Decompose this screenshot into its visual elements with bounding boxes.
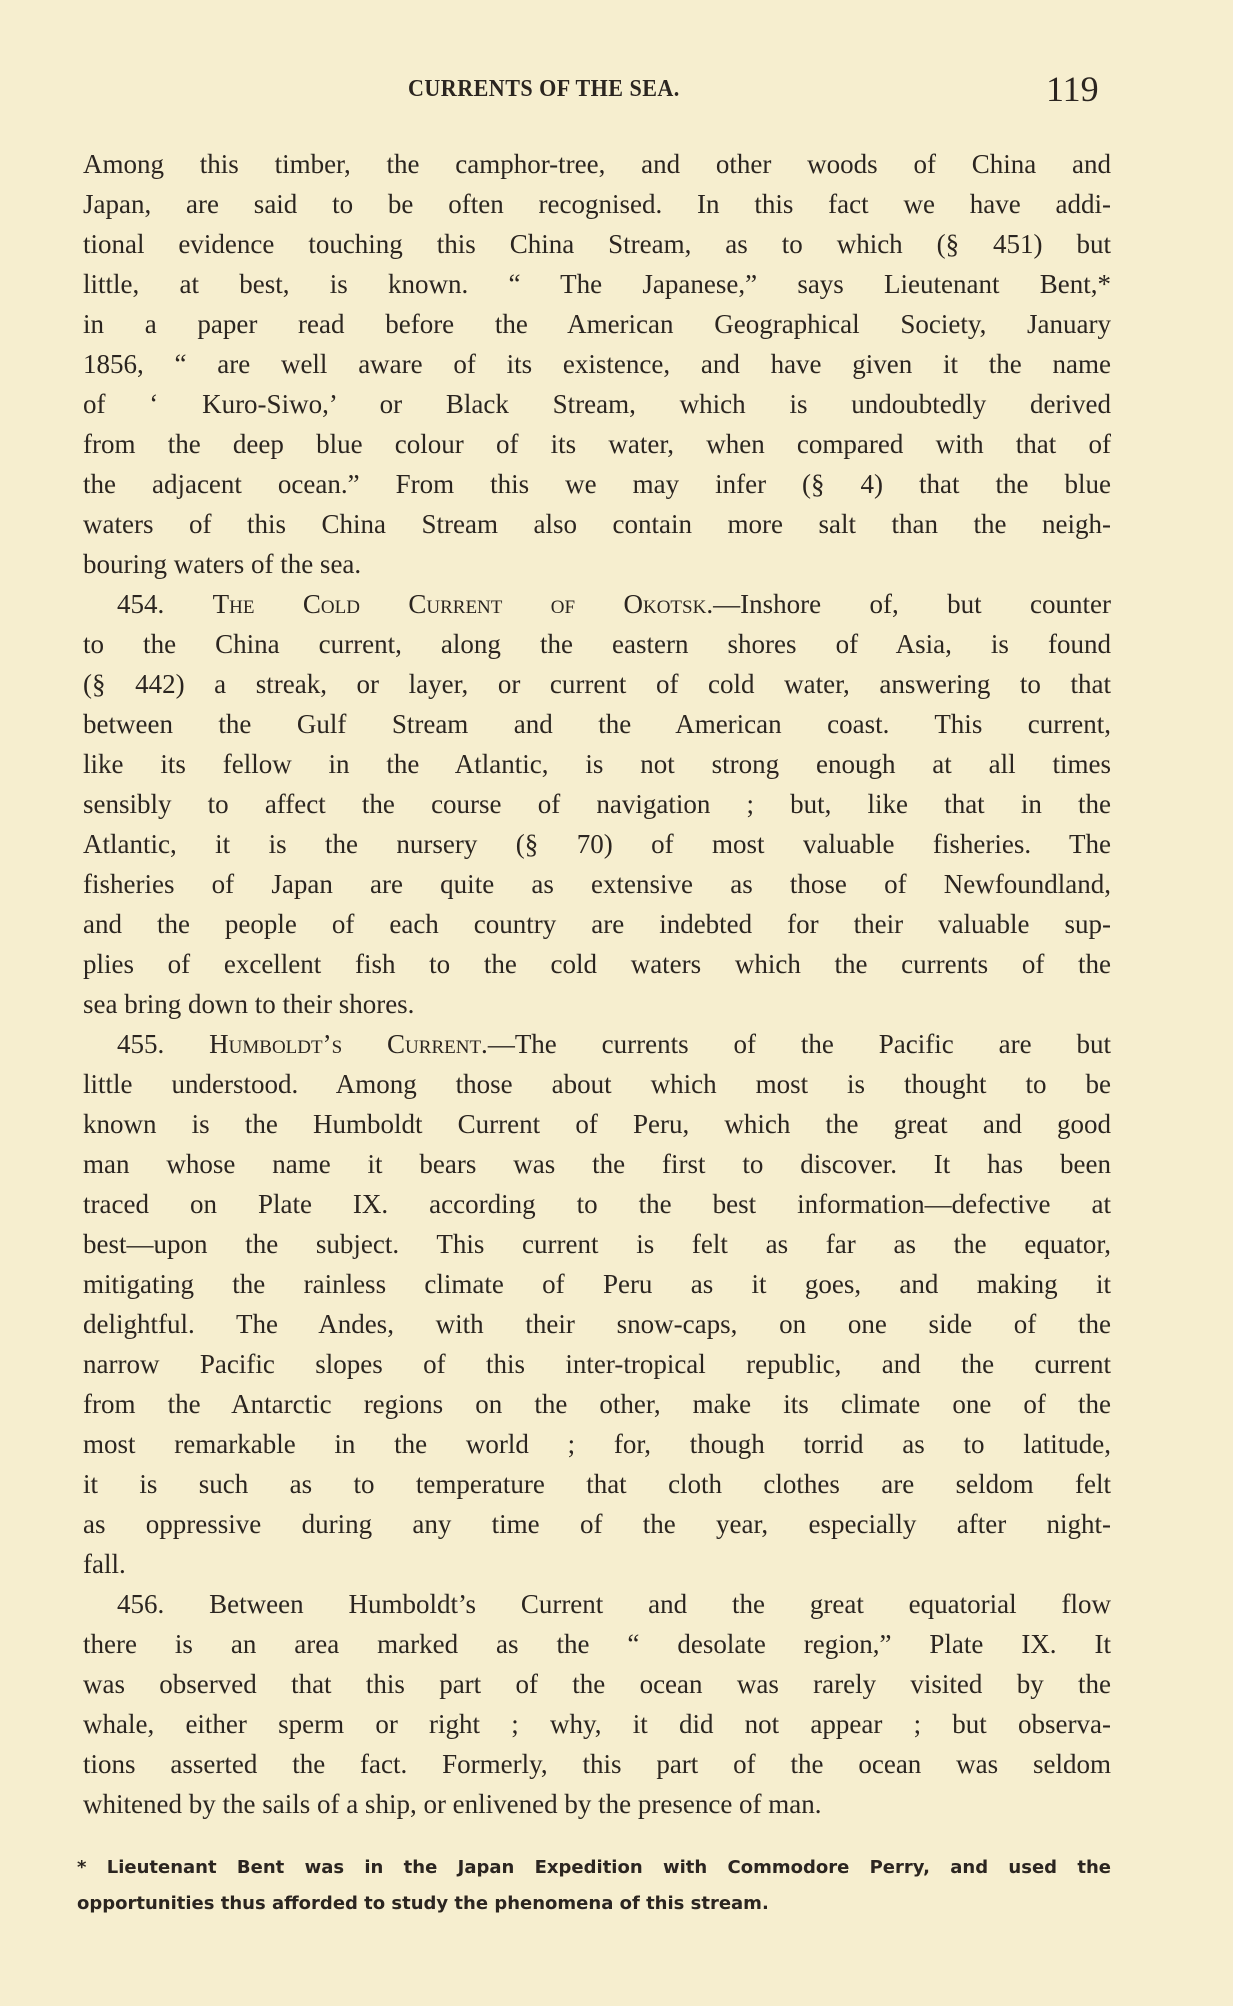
text-line [83, 1304, 1111, 1344]
text-line [83, 744, 1111, 784]
text-line [83, 704, 1111, 744]
body-text [83, 144, 1111, 1824]
text-segment: from the deep blue colour of its water, when compared with that of [83, 429, 1111, 459]
text-segment: fall. [83, 1549, 126, 1579]
footnote [77, 1850, 1111, 1922]
text-line [83, 1504, 1111, 1544]
running-header [0, 68, 1233, 112]
text-segment: and the people of each country are indebted for their valuable sup- [83, 909, 1111, 939]
text-line [83, 544, 1111, 584]
text-line [83, 304, 1111, 344]
text-segment: tions asserted the fact. Formerly, this part of the ocean was seldom [83, 1749, 1111, 1779]
text-segment: 1856, “ are well aware of its existence, and have given it the name [83, 349, 1111, 379]
text-segment: mitigating the rainless climate of Peru as it goes, and making it [83, 1269, 1111, 1299]
text-line [83, 1024, 1111, 1064]
text-segment: whale, either sperm or right ; why, it did not appear ; but observa- [83, 1709, 1111, 1739]
text-segment: sensibly to affect the course of navigation ; but, like that in the [83, 789, 1111, 819]
page-number: 119 [1046, 69, 1099, 109]
text-segment: traced on Plate IX. according to the best information—defective at [83, 1189, 1111, 1219]
text-line [83, 184, 1111, 224]
text-line [83, 664, 1111, 704]
text-segment: Among this timber, the camphor-tree, and other woods of China and [83, 149, 1111, 179]
running-title: CURRENTS OF THE SEA. [408, 76, 680, 102]
text-line [83, 1544, 1111, 1584]
text-line [83, 424, 1111, 464]
text-segment: —The currents of the Pacific are but [487, 1029, 1112, 1059]
text-segment: bouring waters of the sea. [83, 549, 362, 579]
text-segment: tional evidence touching this China Stream, as to which (§ 451) but [83, 229, 1111, 259]
text-segment: —Inshore of, but counter [713, 589, 1112, 619]
text-line [83, 1384, 1111, 1424]
text-line [83, 784, 1111, 824]
text-line [83, 504, 1111, 544]
text-segment: Japan, are said to be often recognised. In this fact we have addi- [83, 189, 1111, 219]
text-segment: most remarkable in the world ; for, though torrid as to latitude, [83, 1429, 1111, 1459]
text-line [83, 1104, 1111, 1144]
text-line [83, 144, 1111, 184]
text-segment: in a paper read before the American Geographical Society, January [83, 309, 1111, 339]
text-line [83, 1224, 1111, 1264]
text-segment: sea bring down to their shores. [83, 989, 415, 1019]
text-line [83, 1344, 1111, 1384]
text-line [83, 944, 1111, 984]
text-segment: the adjacent ocean.” From this we may infer (§ 4) that the blue [83, 469, 1111, 499]
text-line [83, 624, 1111, 664]
text-segment: whitened by the sails of a ship, or enlivened by the presence of man. [83, 1789, 822, 1819]
section-heading: Humboldt’s Current. [209, 1029, 488, 1059]
text-line [83, 584, 1111, 624]
text-segment: narrow Pacific slopes of this inter-tropical republic, and the current [83, 1349, 1111, 1379]
text-line [83, 1144, 1111, 1184]
text-segment: little, at best, is known. “ The Japanese,” says Lieutenant Bent,* [83, 269, 1111, 299]
text-segment: waters of this China Stream also contain more salt than the neigh- [83, 509, 1111, 539]
text-segment: (§ 442) a streak, or layer, or current of cold water, answering to that [83, 669, 1111, 699]
text-segment: between the Gulf Stream and the American coast. This current, [83, 709, 1111, 739]
text-segment: fisheries of Japan are quite as extensive as those of Newfoundland, [83, 869, 1111, 899]
text-segment: plies of excellent fish to the cold waters which the currents of the [83, 949, 1111, 979]
text-line [83, 1064, 1111, 1104]
text-line [83, 1464, 1111, 1504]
text-segment: there is an area marked as the “ desolate region,” Plate IX. It [83, 1629, 1111, 1659]
text-line [83, 384, 1111, 424]
text-segment: known is the Humboldt Current of Peru, which the great and good [83, 1109, 1111, 1139]
text-segment: 454. [117, 589, 213, 619]
footnote-line: opportunities thus afforded to study the phenomena of this stream. [77, 1893, 769, 1914]
text-segment: 455. [117, 1029, 210, 1059]
text-segment: 456. Between Humboldt’s Current and the great equatorial flow [117, 1589, 1111, 1619]
text-line [83, 264, 1111, 304]
text-line [83, 224, 1111, 264]
text-line [83, 824, 1111, 864]
text-line [83, 1784, 1111, 1824]
text-line [83, 1584, 1111, 1624]
text-segment: was observed that this part of the ocean was rarely visited by the [83, 1669, 1111, 1699]
text-line [83, 1184, 1111, 1224]
text-line [83, 464, 1111, 504]
text-line [83, 904, 1111, 944]
text-line [83, 984, 1111, 1024]
text-segment: little understood. Among those about which most is thought to be [83, 1069, 1111, 1099]
text-line [83, 864, 1111, 904]
text-line [83, 1624, 1111, 1664]
text-segment: man whose name it bears was the first to discover. It has been [83, 1149, 1111, 1179]
text-line [83, 1704, 1111, 1744]
text-segment: it is such as to temperature that cloth clothes are seldom felt [83, 1469, 1111, 1499]
text-segment: as oppressive during any time of the year, especially after night- [83, 1509, 1111, 1539]
text-segment: Atlantic, it is the nursery (§ 70) of most valuable fisheries. The [83, 829, 1111, 859]
text-line [83, 344, 1111, 384]
text-segment: to the China current, along the eastern shores of Asia, is found [83, 629, 1111, 659]
text-segment: delightful. The Andes, with their snow-caps, on one side of the [83, 1309, 1111, 1339]
text-segment: from the Antarctic regions on the other, make its climate one of the [83, 1389, 1111, 1419]
text-segment: like its fellow in the Atlantic, is not strong enough at all times [83, 749, 1111, 779]
text-segment: best—upon the subject. This current is felt as far as the equator, [83, 1229, 1111, 1259]
text-line [83, 1264, 1111, 1304]
text-line [83, 1424, 1111, 1464]
section-heading: The Cold Current of Okotsk. [212, 589, 714, 619]
text-segment: of ‘ Kuro-Siwo,’ or Black Stream, which is undoubtedly derived [83, 389, 1111, 419]
text-line [83, 1744, 1111, 1784]
footnote-line: * Lieutenant Bent was in the Japan Expedition with Commodore Perry, and used the [77, 1857, 1111, 1878]
text-line [83, 1664, 1111, 1704]
